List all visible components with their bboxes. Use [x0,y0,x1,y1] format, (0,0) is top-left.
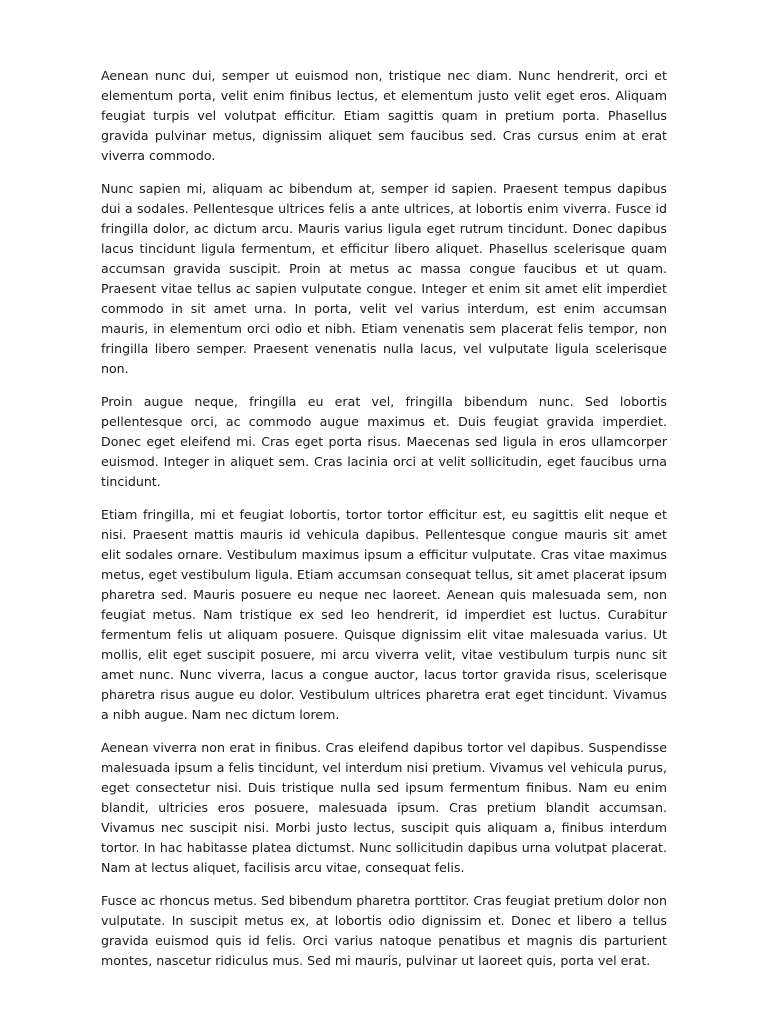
paragraph-1: Aenean nunc dui, semper ut euismod non, tristique nec diam. Nunc hendrerit, orci et elementum porta, velit enim finibus lectus, et elementum justo velit eget eros. Aliquam feugiat turpis vel volutpat efficitur. Etiam sagittis quam in pretium porta. Phasellus gravida pulvinar metus, dignissim aliquet sem faucibus sed. Cras cursus enim at erat viverra commodo. [101,68,667,163]
paragraph-5: Aenean viverra non erat in finibus. Cras eleifend dapibus tortor vel dapibus. Suspendisse malesuada ipsum a felis tincidunt, vel interdum nisi pretium. Vivamus vel vehicula purus, eget consectetur nisi. Duis tristique nulla sed ipsum fermentum finibus. Nam eu enim blandit, ultricies eros posuere, malesuada ipsum. Cras pretium blandit accumsan. Vivamus nec suscipit nisi. Morbi justo lectus, suscipit quis aliquam a, finibus interdum tortor. In hac habitasse platea dictumst. Nunc sollicitudin dapibus urna volutpat placerat. Nam at lectus aliquet, facilisis arcu vitae, consequat felis. [101,740,667,875]
paragraph-4: Etiam fringilla, mi et feugiat lobortis, tortor tortor efficitur est, eu sagittis elit neque et nisi. Praesent mattis mauris id vehicula dapibus. Pellentesque congue mauris sit amet elit sodales ornare. Vestibulum maximus ipsum a efficitur vulputate. Cras vitae maximus metus, eget vestibulum ligula. Etiam accumsan consequat tellus, sit amet placerat ipsum pharetra sed. Mauris posuere eu neque nec laoreet. Aenean quis malesuada sem, non feugiat metus. Nam tristique ex sed leo hendrerit, id imperdiet est luctus. Curabitur fermentum felis ut aliquam posuere. Quisque dignissim elit vitae malesuada varius. Ut mollis, elit eget suscipit posuere, mi arcu viverra velit, vitae vestibulum turpis nunc sit amet nunc. Nunc viverra, lacus a congue auctor, lacus tortor gravida risus, scelerisque pharetra risus augue eu dolor. Vestibulum ultrices pharetra erat eget tincidunt. Vivamus a nibh augue. Nam nec dictum lorem. [101,507,667,722]
paragraph-3: Proin augue neque, fringilla eu erat vel, fringilla bibendum nunc. Sed lobortis pellentesque orci, ac commodo augue maximus et. Duis feugiat gravida imperdiet. Donec eget eleifend mi. Cras eget porta risus. Maecenas sed ligula in eros ullamcorper euismod. Integer in aliquet sem. Cras lacinia orci at velit sollicitudin, eget faucibus urna tincidunt. [101,394,667,489]
paragraph-2: Nunc sapien mi, aliquam ac bibendum at, semper id sapien. Praesent tempus dapibus dui a sodales. Pellentesque ultrices felis a ante ultrices, at lobortis enim viverra. Fusce id fringilla dolor, ac dictum arcu. Mauris varius ligula eget rutrum tincidunt. Donec dapibus lacus tincidunt ligula fermentum, et efficitur libero aliquet. Phasellus scelerisque quam accumsan gravida suscipit. Proin at metus ac massa congue faucibus et ut quam. Praesent vitae tellus ac sapien vulputate congue. Integer et enim sit amet elit imperdiet commodo in sit amet urna. In porta, velit vel varius interdum, est enim accumsan mauris, in elementum orci odio et nibh. Etiam venenatis sem placerat felis tempor, non fringilla libero semper. Praesent venenatis nulla lacus, vel vulputate ligula scelerisque non. [101,181,667,376]
paragraph-6: Fusce ac rhoncus metus. Sed bibendum pharetra porttitor. Cras feugiat pretium dolor non vulputate. In suscipit metus ex, at lobortis odio dignissim et. Donec et libero a tellus gravida euismod quis id felis. Orci varius natoque penatibus et magnis dis parturient montes, nascetur ridiculus mus. Sed mi mauris, pulvinar ut laoreet quis, porta vel erat. [101,893,667,968]
document-page [101,66,667,1024]
